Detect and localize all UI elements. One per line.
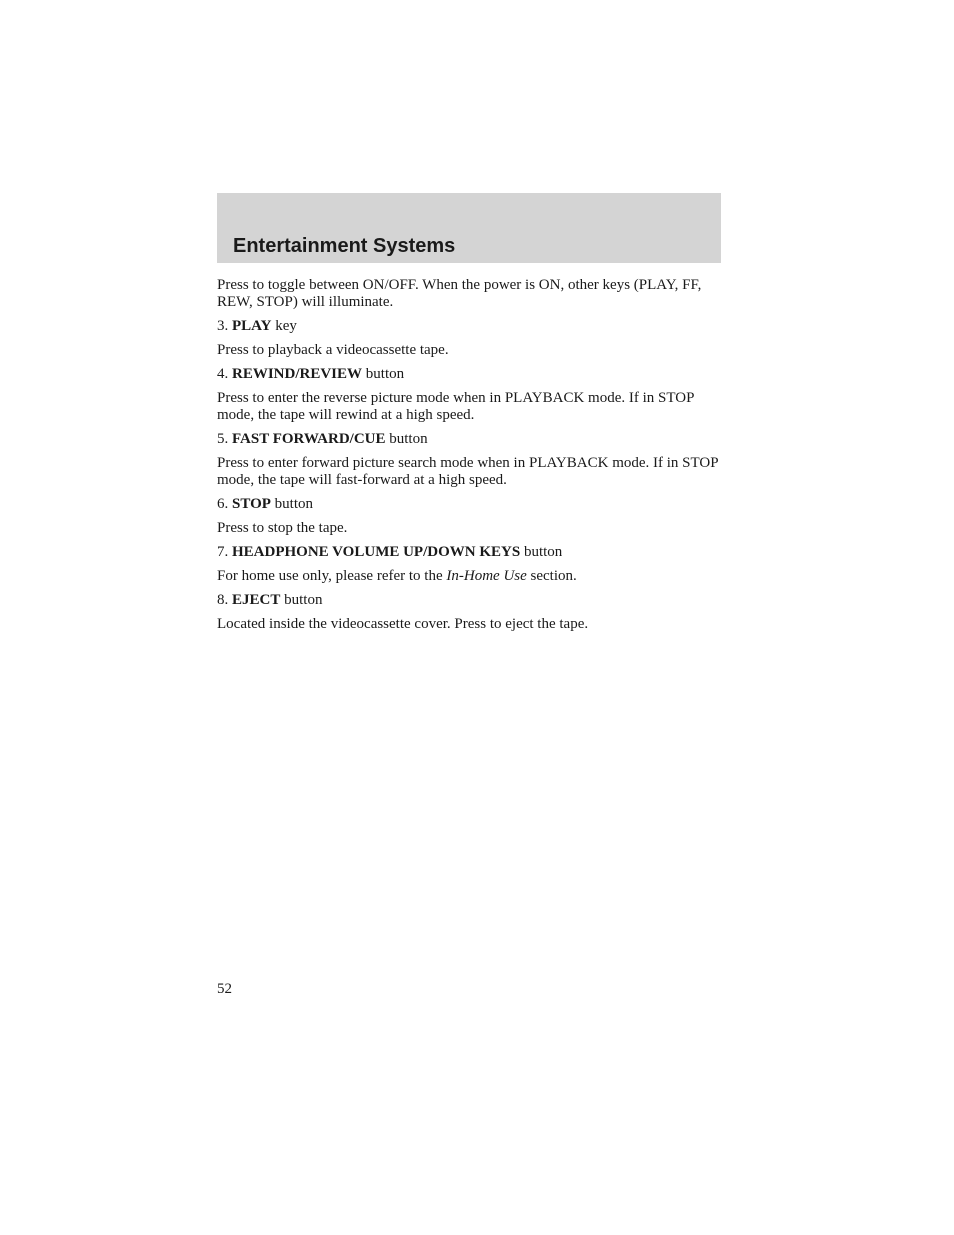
- item-heading-headphone-volume: [217, 544, 723, 561]
- item-name: HEADPHONE VOLUME UP/DOWN KEYS: [232, 544, 521, 560]
- item-suffix: button: [523, 544, 563, 560]
- section-header-band: [217, 193, 721, 263]
- item-number: 6.: [217, 496, 229, 512]
- item-name: FAST FORWARD/CUE: [232, 431, 386, 447]
- item-heading-fast-forward: [217, 431, 723, 448]
- item-heading-stop: [217, 496, 723, 513]
- page-number: 52: [217, 981, 232, 997]
- item-suffix: button: [284, 592, 323, 608]
- manual-body: [217, 277, 723, 640]
- section-title: Entertainment Systems: [233, 235, 456, 257]
- item-description-rewind: Press to enter the reverse picture mode when in PLAYBACK mode. If in STOP mode, the tape will rewind at a high speed.: [217, 390, 694, 423]
- item-heading-rewind: [217, 366, 723, 383]
- item-suffix: button: [389, 431, 428, 447]
- item-heading-play: [217, 318, 723, 335]
- item-name: REWIND/REVIEW: [232, 366, 363, 382]
- item-number: 5.: [217, 431, 229, 447]
- item-number: 4.: [217, 366, 229, 382]
- item-description-fast-forward: Press to enter forward picture search mode when in PLAYBACK mode. If in STOP mode, the tape will fast-forward at a high speed.: [217, 455, 719, 488]
- description-text: For home use only, please refer to the: [217, 568, 443, 584]
- item-number: 8.: [217, 592, 229, 608]
- item-suffix: button: [274, 496, 313, 512]
- item-suffix: button: [365, 366, 405, 382]
- item-description-stop: Press to stop the tape.: [217, 520, 348, 536]
- item-name: EJECT: [232, 592, 281, 608]
- item-name: STOP: [232, 496, 271, 512]
- item-name: PLAY: [232, 318, 272, 334]
- description-text: section.: [530, 568, 577, 584]
- item-number: 7.: [217, 544, 229, 560]
- item-number: 3.: [217, 318, 229, 334]
- item-description-play: Press to playback a videocassette tape.: [217, 342, 449, 358]
- item-description-eject: Located inside the videocassette cover. Press to eject the tape.: [217, 616, 589, 632]
- item-suffix: key: [275, 318, 297, 334]
- in-home-use-reference: In-Home Use: [446, 568, 527, 584]
- item-heading-eject: [217, 592, 723, 609]
- intro-paragraph: Press to toggle between ON/OFF. When the power is ON, other keys (PLAY, FF, REW, STOP) will illuminate.: [217, 277, 702, 310]
- item-description-headphone-volume: [217, 568, 723, 585]
